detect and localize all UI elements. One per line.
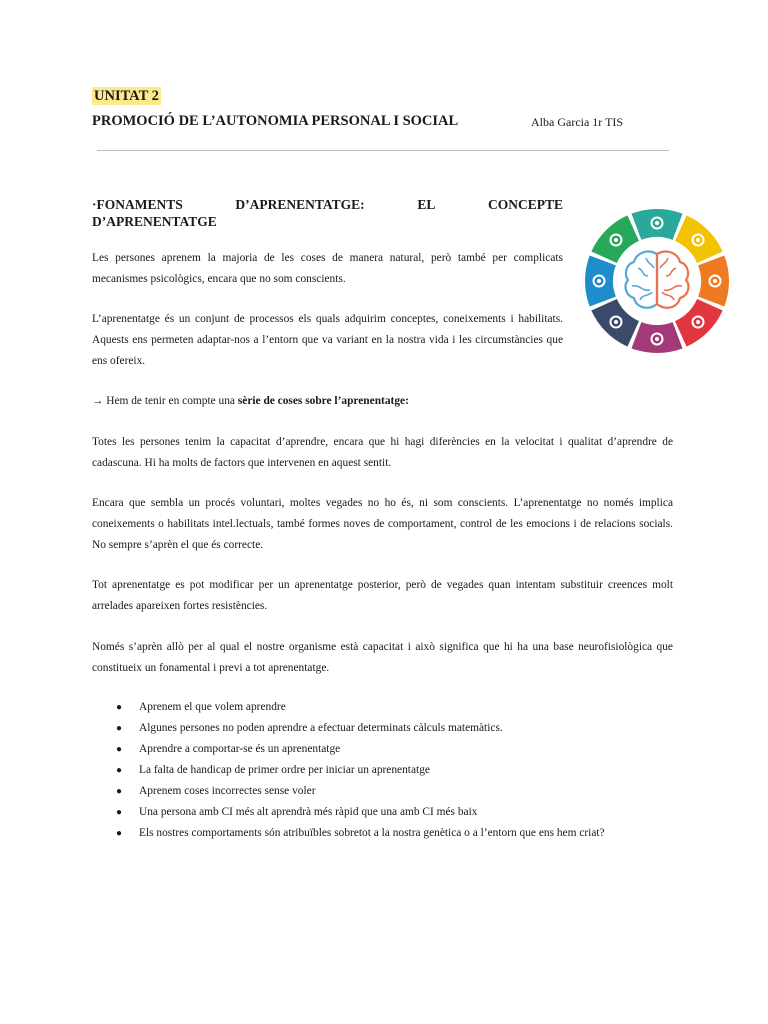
bullet-icon: ● <box>116 723 123 734</box>
list-item-text: La falta de handicap de primer ordre per iniciar un aprenentatge <box>139 764 430 776</box>
bullet-icon: ● <box>116 702 123 713</box>
bullet-icon: ● <box>116 807 123 818</box>
section-title-word: ·FONAMENTS <box>92 197 183 212</box>
section-title-line2: D’APRENENTATGE <box>92 214 217 229</box>
list-item <box>92 760 673 781</box>
bullet-icon: ● <box>116 828 123 839</box>
bullet-icon: ● <box>116 744 123 755</box>
list-item-text: Els nostres comportaments són atribuïbles sobretot a la nostra genètica o a l’entorn que ens hem criat? <box>139 827 605 839</box>
series-intro-text: → Hem de tenir en compte una <box>92 395 238 407</box>
list-item <box>92 697 673 718</box>
paragraph-neuro-basis: Només s’aprèn allò per al qual el nostre organisme està capacitat i això significa que hi ha una base neurofisiològica que constitueix un fonamental i previ a tot aprenentatge. <box>92 641 673 674</box>
list-item <box>92 718 673 739</box>
statements-list <box>92 697 673 844</box>
list-item-text: Aprenem coses incorrectes sense voler <box>139 785 316 797</box>
paragraph-modification: Tot aprenentatge es pot modificar per un aprenentatge posterior, però de vegades quan intentam substituir creences molt arrelades apareixen fortes resistències. <box>92 579 673 612</box>
paragraph-voluntary: Encara que sembla un procés voluntari, moltes vegades no ho és, ni som conscients. L’aprenentatge no només implica coneixements o habilitats intel.lectuals, també formes noves de comportament, control de les emocions i de relacions socials. No sempre s’aprèn el que és correcte. <box>92 497 673 551</box>
section-title-word: D’APRENENTATGE: <box>235 197 365 212</box>
list-item <box>92 823 673 844</box>
bullet-icon: ● <box>116 786 123 797</box>
list-item-text: Aprendre a comportar-se és un aprenentatge <box>139 743 341 755</box>
paragraph-series-intro <box>92 391 673 412</box>
author-name: Alba Garcia 1r TIS <box>531 115 624 129</box>
bullet-icon: ● <box>116 765 123 776</box>
unit-label: UNITAT 2 <box>94 88 159 104</box>
section-title <box>92 196 563 230</box>
header-divider <box>97 150 669 151</box>
list-item-text: Una persona amb CI més alt aprendrà més ràpid que una amb CI més baix <box>139 806 478 818</box>
list-item-text: Aprenem el que volem aprendre <box>139 701 286 713</box>
paragraph-definition: L’aprenentatge és un conjunt de processos els quals adquirim conceptes, coneixements i habilitats. Aquests ens permeten adaptar-nos a l’entorn que va variant en la nostra vida i les circumstàncies que ens ofereix. <box>92 313 563 367</box>
list-item <box>92 739 673 760</box>
series-intro-bold: sèrie de coses sobre l’aprenentatge: <box>237 395 409 407</box>
section-title-word: CONCEPTE <box>487 197 563 212</box>
paragraph-capacity: Totes les persones tenim la capacitat d’aprendre, encara que hi hagi diferències en la velocitat i qualitat d’aprendre de cadascuna. Hi ha molts de factors que intervenen en aquest sentit. <box>92 436 673 469</box>
brain-learning-graphic <box>576 208 738 358</box>
list-item <box>92 802 673 823</box>
list-item-text: Algunes persones no poden aprendre a efectuar determinats càlculs matemàtics. <box>139 722 503 734</box>
section-title-word: EL <box>417 197 436 212</box>
page-title: PROMOCIÓ DE L’AUTONOMIA PERSONAL I SOCIAL <box>92 113 459 129</box>
list-item <box>92 781 673 802</box>
paragraph-intro: Les persones aprenem la majoria de les coses de manera natural, però també per complicats mecanismes psicològics, encara que no som conscients. <box>92 252 563 285</box>
